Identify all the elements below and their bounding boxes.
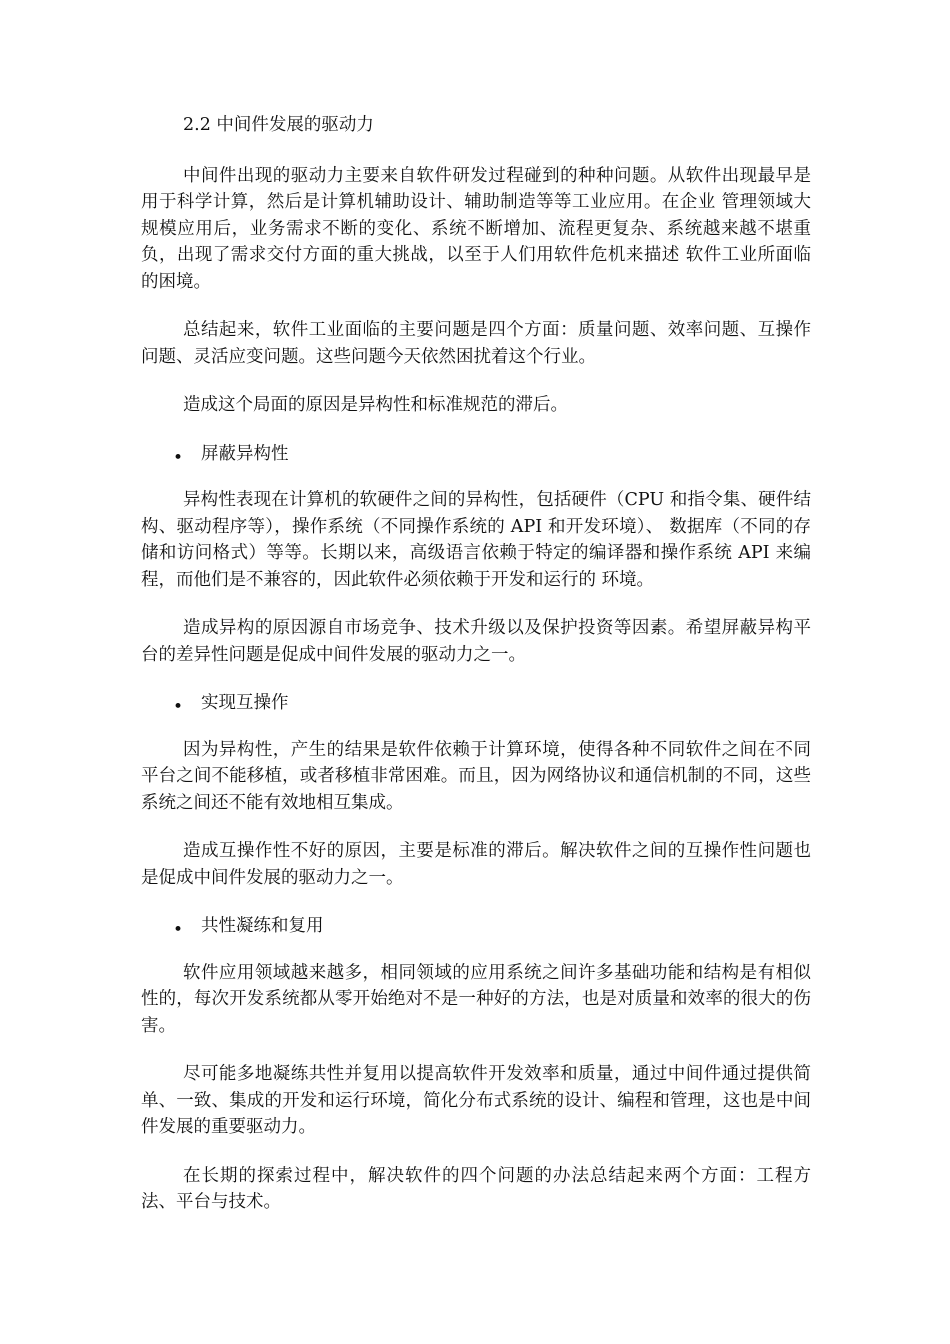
bullet-dot-icon: • [173,920,184,940]
paragraph: 造成异构的原因源自市场竞争、技术升级以及保护投资等因素。希望屏蔽异构平台的差异性问题是促成中间件发展的驱动力之一。 [141,618,811,665]
bullet-dot-icon: • [173,447,184,468]
paragraph: 中间件出现的驱动力主要来自软件研发过程碰到的种种问题。从软件出现最早是用于科学计算，然后是计算机辅助设计、辅助制造等等工业应用。在企业 管理领域大规模应用后，业务需求不断的变化、系统不断增加、流程更复杂、系统越来越不堪重负，出现了需求交付方面的重大挑战，以至于人们用软件危机来描述 软件工业所面临的困境。 [141,165,811,292]
paragraph: 造成互操作性不好的原因，主要是标准的滞后。解决软件之间的互操作性问题也是促成中间件发展的驱动力之一。 [141,841,811,888]
paragraph: 尽可能多地凝练共性并复用以提高软件开发效率和质量，通过中间件通过提供简单、一致、集成的开发和运行环境，简化分布式系统的设计、编程和管理，这也是中间件发展的重要驱动力。 [141,1064,811,1137]
bullet-dot-icon: • [173,697,184,717]
bullet-label: 实现互操作 [201,693,289,713]
bullet-label: 共性凝练和复用 [201,916,324,936]
bullet-item [141,913,811,940]
paragraph: 因为异构性，产生的结果是软件依赖于计算环境，使得各种不同软件之间在不同平台之间不能移植，或者移植非常困难。而且，因为网络协议和通信机制的不同，这些系统之间还不能有效地相互集成。 [141,739,811,813]
paragraph: 软件应用领域越来越多，相同领域的应用系统之间许多基础功能和结构是有相似性的，每次开发系统都从零开始绝对不是一种好的方法，也是对质量和效率的很大的伤害。 [141,962,811,1036]
paragraph: 总结起来，软件工业面临的主要问题是四个方面：质量问题、效率问题、互操作问题、灵活应变问题。这些问题今天依然困扰着这个行业。 [141,320,811,367]
bullet-item [141,441,811,468]
document-body [141,112,811,1238]
paragraph: 造成这个局面的原因是异构性和标准规范的滞后。 [183,395,568,415]
bullet-item [141,690,811,717]
paragraph: 在长期的探索过程中，解决软件的四个问题的办法总结起来两个方面：工程方法、平台与技术。 [141,1165,811,1212]
section-heading: 2.2 中间件发展的驱动力 [183,115,374,135]
paragraph: 异构性表现在计算机的软硬件之间的异构性，包括硬件（CPU 和指令集、硬件结构、驱动程序等），操作系统（不同操作系统的 API 和开发环境）、 数据库（不同的存储和访问格式）等等。长期以来，高级语言依赖于特定的编译器和操作系统 API 来编程，而他们是不兼容的，因此软件必须依赖于开发和运行的 环境。 [141,490,811,590]
bullet-label: 屏蔽异构性 [201,443,289,464]
